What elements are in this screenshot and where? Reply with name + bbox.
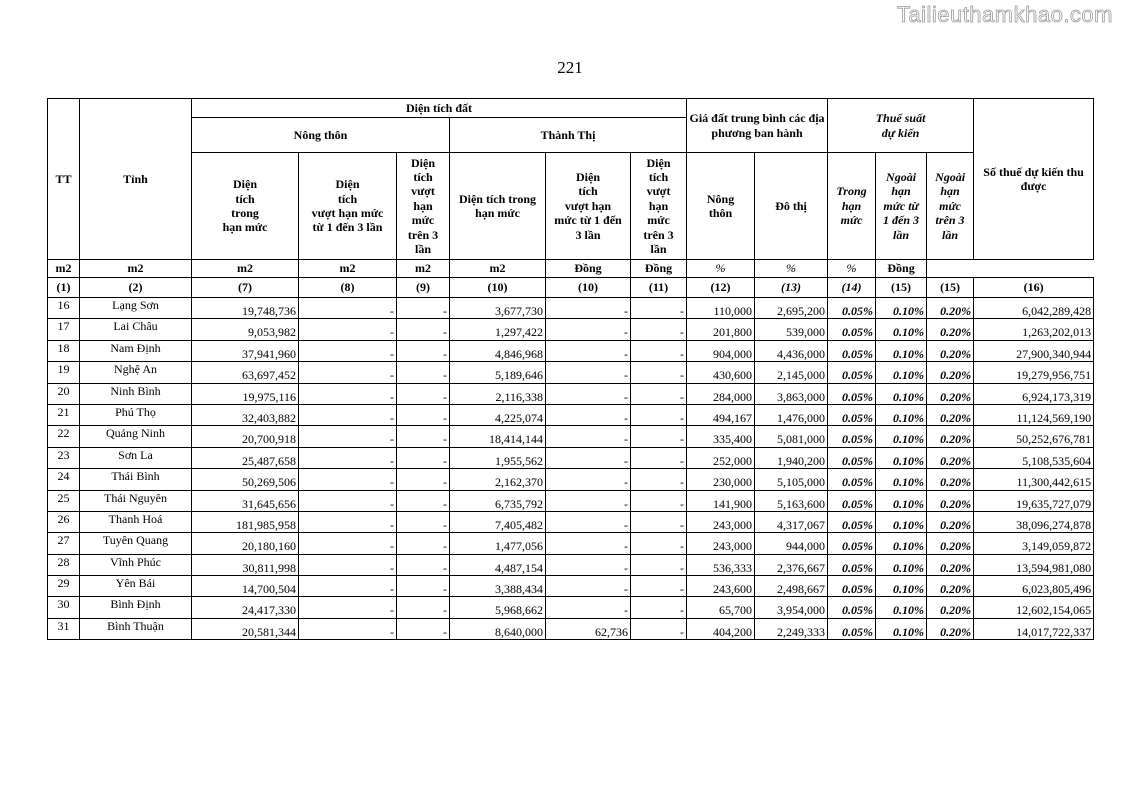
expected-tax-cell: 38,096,274,878 (974, 511, 1094, 532)
price-rural-cell: 536,333 (687, 554, 755, 575)
urban-over-1-3-cell: - (546, 362, 631, 383)
urban-within-limit-cell: 1,955,562 (450, 447, 546, 468)
expected-tax-cell: 6,042,289,428 (974, 298, 1094, 319)
table-row (48, 469, 1094, 490)
rural-over-3-cell: - (397, 533, 450, 554)
rural-within-limit-cell: 20,700,918 (192, 426, 299, 447)
price-urban-cell: 5,163,600 (755, 490, 828, 511)
price-rural-cell: 141,900 (687, 490, 755, 511)
expected-tax-cell: 6,924,173,319 (974, 383, 1094, 404)
header-price-urban: Đô thị (755, 153, 828, 260)
rate-within-cell: 0.05% (828, 576, 876, 597)
urban-over-3-cell: - (631, 447, 687, 468)
price-rural-cell: 335,400 (687, 426, 755, 447)
price-urban-cell: 3,863,000 (755, 383, 828, 404)
urban-within-limit-cell: 7,405,482 (450, 511, 546, 532)
price-rural-cell: 243,000 (687, 533, 755, 554)
header-rate-over-3: Ngoài hạn mức trên 3 lần (927, 153, 974, 260)
col-number: (1) (48, 278, 80, 298)
rural-over-1-3-cell: - (299, 340, 397, 361)
rate-within-cell: 0.05% (828, 618, 876, 639)
col-number: (8) (299, 278, 397, 298)
expected-tax-cell: 6,023,805,496 (974, 576, 1094, 597)
row-tt-cell: 30 (48, 597, 80, 618)
row-tt-cell: 31 (48, 618, 80, 639)
urban-over-1-3-cell: - (546, 469, 631, 490)
rate-over-3-cell: 0.20% (927, 426, 974, 447)
urban-over-3-cell: - (631, 340, 687, 361)
table-row (48, 597, 1094, 618)
rural-over-1-3-cell: - (299, 447, 397, 468)
row-tt-cell: 21 (48, 404, 80, 425)
urban-over-1-3-cell: - (546, 554, 631, 575)
rate-over-3-cell: 0.20% (927, 490, 974, 511)
units-row (48, 260, 1094, 278)
unit-cell: % (828, 260, 876, 278)
column-number-row (48, 278, 1094, 298)
table-row (48, 383, 1094, 404)
urban-within-limit-cell: 4,487,154 (450, 554, 546, 575)
rural-over-3-cell: - (397, 298, 450, 319)
rural-within-limit-cell: 37,941,960 (192, 340, 299, 361)
rural-over-1-3-cell: - (299, 383, 397, 404)
rural-within-limit-cell: 14,700,504 (192, 576, 299, 597)
price-rural-cell: 284,000 (687, 383, 755, 404)
table-body (48, 298, 1094, 640)
price-urban-cell: 2,249,333 (755, 618, 828, 639)
rate-within-cell: 0.05% (828, 319, 876, 340)
rate-1-3-cell: 0.10% (876, 340, 927, 361)
rural-within-limit-cell: 32,403,882 (192, 404, 299, 425)
row-tt-cell: 18 (48, 340, 80, 361)
expected-tax-cell: 1,263,202,013 (974, 319, 1094, 340)
rate-1-3-cell: 0.10% (876, 490, 927, 511)
row-province-cell: Vĩnh Phúc (80, 554, 192, 575)
price-urban-cell: 539,000 (755, 319, 828, 340)
header-province: Tỉnh (80, 99, 192, 260)
rate-within-cell: 0.05% (828, 597, 876, 618)
table-row (48, 618, 1094, 639)
urban-within-limit-cell: 3,388,434 (450, 576, 546, 597)
row-tt-cell: 24 (48, 469, 80, 490)
row-province-cell: Ninh Bình (80, 383, 192, 404)
table-row (48, 362, 1094, 383)
rate-1-3-cell: 0.10% (876, 404, 927, 425)
rate-within-cell: 0.05% (828, 404, 876, 425)
row-province-cell: Lai Châu (80, 319, 192, 340)
rate-over-3-cell: 0.20% (927, 469, 974, 490)
row-province-cell: Tuyên Quang (80, 533, 192, 554)
urban-within-limit-cell: 6,735,792 (450, 490, 546, 511)
rate-over-3-cell: 0.20% (927, 383, 974, 404)
rate-1-3-cell: 0.10% (876, 319, 927, 340)
expected-tax-cell: 5,108,535,604 (974, 447, 1094, 468)
urban-within-limit-cell: 1,297,422 (450, 319, 546, 340)
header-tt: TT (48, 99, 80, 260)
col-number: (7) (192, 278, 299, 298)
price-urban-cell: 5,105,000 (755, 469, 828, 490)
watermark-text: Tailieuthamkhao.com (896, 2, 1113, 27)
expected-tax-cell: 27,900,340,944 (974, 340, 1094, 361)
expected-tax-cell: 14,017,722,337 (974, 618, 1094, 639)
rate-within-cell: 0.05% (828, 447, 876, 468)
price-rural-cell: 252,000 (687, 447, 755, 468)
urban-within-limit-cell: 8,640,000 (450, 618, 546, 639)
header-price-rural: Nông thôn (687, 153, 755, 260)
urban-over-1-3-cell: - (546, 533, 631, 554)
price-rural-cell: 430,600 (687, 362, 755, 383)
rate-within-cell: 0.05% (828, 554, 876, 575)
col-number: (15) (927, 278, 974, 298)
table-row (48, 319, 1094, 340)
rate-1-3-cell: 0.10% (876, 511, 927, 532)
table-row (48, 511, 1094, 532)
unit-cell: % (755, 260, 828, 278)
urban-over-1-3-cell: - (546, 340, 631, 361)
urban-within-limit-cell: 2,162,370 (450, 469, 546, 490)
price-rural-cell: 65,700 (687, 597, 755, 618)
expected-tax-cell: 11,300,442,615 (974, 469, 1094, 490)
rate-over-3-cell: 0.20% (927, 511, 974, 532)
urban-within-limit-cell: 18,414,144 (450, 426, 546, 447)
header-rural: Nông thôn (192, 118, 450, 153)
rate-1-3-cell: 0.10% (876, 554, 927, 575)
col-number: (9) (397, 278, 450, 298)
header-rural-over-3: Diện tích vượt hạn mức trên 3 lần (397, 153, 450, 260)
rate-within-cell: 0.05% (828, 362, 876, 383)
row-province-cell: Thanh Hoá (80, 511, 192, 532)
header-urban-over-1-3: Diện tích vượt hạn mức từ 1 đến 3 lần (546, 153, 631, 260)
price-urban-cell: 2,376,667 (755, 554, 828, 575)
table-row (48, 533, 1094, 554)
row-province-cell: Quảng Ninh (80, 426, 192, 447)
rural-within-limit-cell: 24,417,330 (192, 597, 299, 618)
rate-over-3-cell: 0.20% (927, 576, 974, 597)
urban-over-1-3-cell: - (546, 383, 631, 404)
rural-over-1-3-cell: - (299, 298, 397, 319)
urban-over-1-3-cell: - (546, 404, 631, 425)
header-urban-over-3: Diện tích vượt hạn mức trên 3 lần (631, 153, 687, 260)
col-number: (16) (974, 278, 1094, 298)
unit-cell: m2 (48, 260, 80, 278)
table-row (48, 576, 1094, 597)
urban-over-1-3-cell: - (546, 298, 631, 319)
rural-over-3-cell: - (397, 447, 450, 468)
rural-over-1-3-cell: - (299, 426, 397, 447)
rural-over-3-cell: - (397, 340, 450, 361)
urban-over-3-cell: - (631, 298, 687, 319)
col-number: (12) (687, 278, 755, 298)
rural-within-limit-cell: 25,487,658 (192, 447, 299, 468)
rate-over-3-cell: 0.20% (927, 447, 974, 468)
urban-within-limit-cell: 4,225,074 (450, 404, 546, 425)
rate-within-cell: 0.05% (828, 298, 876, 319)
price-rural-cell: 494,167 (687, 404, 755, 425)
urban-over-1-3-cell: - (546, 576, 631, 597)
unit-cell: m2 (80, 260, 192, 278)
rural-over-3-cell: - (397, 576, 450, 597)
rate-over-3-cell: 0.20% (927, 554, 974, 575)
rate-within-cell: 0.05% (828, 511, 876, 532)
price-urban-cell: 5,081,000 (755, 426, 828, 447)
expected-tax-cell: 12,602,154,065 (974, 597, 1094, 618)
rate-within-cell: 0.05% (828, 426, 876, 447)
page-number: 221 (557, 58, 583, 77)
price-rural-cell: 904,000 (687, 340, 755, 361)
urban-within-limit-cell: 1,477,056 (450, 533, 546, 554)
rural-over-3-cell: - (397, 511, 450, 532)
price-rural-cell: 243,600 (687, 576, 755, 597)
header-tax-rate: Thuế suất dự kiến (828, 99, 974, 153)
table-row (48, 298, 1094, 319)
col-number: (11) (631, 278, 687, 298)
rural-within-limit-cell: 20,581,344 (192, 618, 299, 639)
expected-tax-cell: 3,149,059,872 (974, 533, 1094, 554)
rural-over-3-cell: - (397, 554, 450, 575)
table-row (48, 447, 1094, 468)
urban-over-3-cell: - (631, 469, 687, 490)
urban-over-3-cell: - (631, 511, 687, 532)
urban-over-3-cell: - (631, 404, 687, 425)
unit-cell: Đồng (546, 260, 631, 278)
urban-over-1-3-cell: 62,736 (546, 618, 631, 639)
urban-within-limit-cell: 5,968,662 (450, 597, 546, 618)
header-rural-within-limit: Diện tích trong hạn mức (192, 153, 299, 260)
urban-within-limit-cell: 2,116,338 (450, 383, 546, 404)
rural-over-1-3-cell: - (299, 576, 397, 597)
urban-over-3-cell: - (631, 426, 687, 447)
header-rural-over-1-3: Diện tích vượt hạn mức từ 1 đến 3 lần (299, 153, 397, 260)
rate-within-cell: 0.05% (828, 490, 876, 511)
row-tt-cell: 29 (48, 576, 80, 597)
rate-1-3-cell: 0.10% (876, 362, 927, 383)
row-tt-cell: 25 (48, 490, 80, 511)
rural-over-1-3-cell: - (299, 533, 397, 554)
urban-over-3-cell: - (631, 383, 687, 404)
rural-over-1-3-cell: - (299, 319, 397, 340)
price-urban-cell: 2,498,667 (755, 576, 828, 597)
rural-over-3-cell: - (397, 319, 450, 340)
row-province-cell: Lạng Sơn (80, 298, 192, 319)
header-expected-tax: Số thuế dự kiến thu được (974, 99, 1094, 260)
row-tt-cell: 22 (48, 426, 80, 447)
row-province-cell: Bình Thuận (80, 618, 192, 639)
col-number: (13) (755, 278, 828, 298)
header-urban: Thành Thị (450, 118, 687, 153)
rate-1-3-cell: 0.10% (876, 533, 927, 554)
urban-within-limit-cell: 5,189,646 (450, 362, 546, 383)
price-urban-cell: 4,436,000 (755, 340, 828, 361)
header-rate-1-3: Ngoài hạn mức từ 1 đến 3 lần (876, 153, 927, 260)
urban-over-3-cell: - (631, 618, 687, 639)
expected-tax-cell: 50,252,676,781 (974, 426, 1094, 447)
rate-within-cell: 0.05% (828, 469, 876, 490)
table-header (48, 99, 1094, 298)
col-number: (10) (450, 278, 546, 298)
rural-within-limit-cell: 181,985,958 (192, 511, 299, 532)
rate-1-3-cell: 0.10% (876, 426, 927, 447)
rural-within-limit-cell: 63,697,452 (192, 362, 299, 383)
price-rural-cell: 110,000 (687, 298, 755, 319)
rate-over-3-cell: 0.20% (927, 597, 974, 618)
rate-within-cell: 0.05% (828, 533, 876, 554)
row-province-cell: Sơn La (80, 447, 192, 468)
rate-over-3-cell: 0.20% (927, 319, 974, 340)
rate-1-3-cell: 0.10% (876, 597, 927, 618)
table-row (48, 554, 1094, 575)
urban-over-1-3-cell: - (546, 426, 631, 447)
rural-within-limit-cell: 50,269,506 (192, 469, 299, 490)
unit-cell: Đồng (876, 260, 927, 278)
row-province-cell: Yên Bái (80, 576, 192, 597)
rural-within-limit-cell: 30,811,998 (192, 554, 299, 575)
header-rate-within: Trong hạn mức (828, 153, 876, 260)
urban-within-limit-cell: 4,846,968 (450, 340, 546, 361)
header-land-area: Diện tích đất (192, 99, 687, 118)
rural-within-limit-cell: 19,975,116 (192, 383, 299, 404)
urban-over-3-cell: - (631, 576, 687, 597)
expected-tax-cell: 19,279,956,751 (974, 362, 1094, 383)
rural-over-1-3-cell: - (299, 554, 397, 575)
rural-over-3-cell: - (397, 597, 450, 618)
price-rural-cell: 230,000 (687, 469, 755, 490)
rate-1-3-cell: 0.10% (876, 618, 927, 639)
urban-over-3-cell: - (631, 319, 687, 340)
price-urban-cell: 2,695,200 (755, 298, 828, 319)
row-province-cell: Nam Định (80, 340, 192, 361)
rural-over-1-3-cell: - (299, 618, 397, 639)
row-tt-cell: 26 (48, 511, 80, 532)
urban-over-1-3-cell: - (546, 490, 631, 511)
land-tax-table (47, 98, 1094, 640)
rural-over-3-cell: - (397, 426, 450, 447)
table-row (48, 404, 1094, 425)
urban-within-limit-cell: 3,677,730 (450, 298, 546, 319)
header-urban-within-limit: Diện tích trong hạn mức (450, 153, 546, 260)
rate-over-3-cell: 0.20% (927, 404, 974, 425)
urban-over-3-cell: - (631, 533, 687, 554)
row-province-cell: Thái Bình (80, 469, 192, 490)
unit-cell: m2 (450, 260, 546, 278)
urban-over-1-3-cell: - (546, 447, 631, 468)
price-urban-cell: 3,954,000 (755, 597, 828, 618)
price-urban-cell: 4,317,067 (755, 511, 828, 532)
table-row (48, 426, 1094, 447)
rural-within-limit-cell: 31,645,656 (192, 490, 299, 511)
unit-cell: m2 (299, 260, 397, 278)
rate-1-3-cell: 0.10% (876, 469, 927, 490)
row-province-cell: Phú Thọ (80, 404, 192, 425)
col-number: (2) (80, 278, 192, 298)
rural-over-3-cell: - (397, 490, 450, 511)
urban-over-3-cell: - (631, 490, 687, 511)
expected-tax-cell: 19,635,727,079 (974, 490, 1094, 511)
rural-over-1-3-cell: - (299, 490, 397, 511)
table-row (48, 490, 1094, 511)
rural-within-limit-cell: 20,180,160 (192, 533, 299, 554)
rate-over-3-cell: 0.20% (927, 340, 974, 361)
rural-over-3-cell: - (397, 404, 450, 425)
rate-1-3-cell: 0.10% (876, 576, 927, 597)
rural-over-3-cell: - (397, 618, 450, 639)
urban-over-1-3-cell: - (546, 597, 631, 618)
rate-over-3-cell: 0.20% (927, 298, 974, 319)
rural-over-3-cell: - (397, 469, 450, 490)
rural-over-1-3-cell: - (299, 597, 397, 618)
rate-within-cell: 0.05% (828, 383, 876, 404)
rate-1-3-cell: 0.10% (876, 447, 927, 468)
price-rural-cell: 404,200 (687, 618, 755, 639)
rural-over-1-3-cell: - (299, 511, 397, 532)
row-province-cell: Thái Nguyên (80, 490, 192, 511)
col-number: (10) (546, 278, 631, 298)
urban-over-3-cell: - (631, 597, 687, 618)
header-avg-price: Giá đất trung bình các địa phương ban hành (687, 99, 828, 153)
unit-cell: % (687, 260, 755, 278)
rural-within-limit-cell: 19,748,736 (192, 298, 299, 319)
price-urban-cell: 944,000 (755, 533, 828, 554)
price-urban-cell: 1,476,000 (755, 404, 828, 425)
price-urban-cell: 1,940,200 (755, 447, 828, 468)
row-tt-cell: 20 (48, 383, 80, 404)
urban-over-1-3-cell: - (546, 319, 631, 340)
row-province-cell: Bình Định (80, 597, 192, 618)
rate-over-3-cell: 0.20% (927, 533, 974, 554)
rate-1-3-cell: 0.10% (876, 383, 927, 404)
rate-within-cell: 0.05% (828, 340, 876, 361)
unit-cell: m2 (192, 260, 299, 278)
price-urban-cell: 2,145,000 (755, 362, 828, 383)
col-number: (15) (876, 278, 927, 298)
row-tt-cell: 27 (48, 533, 80, 554)
rural-over-1-3-cell: - (299, 469, 397, 490)
expected-tax-cell: 13,594,981,080 (974, 554, 1094, 575)
row-tt-cell: 23 (48, 447, 80, 468)
price-rural-cell: 243,000 (687, 511, 755, 532)
price-rural-cell: 201,800 (687, 319, 755, 340)
row-tt-cell: 17 (48, 319, 80, 340)
rural-within-limit-cell: 9,053,982 (192, 319, 299, 340)
urban-over-3-cell: - (631, 362, 687, 383)
urban-over-1-3-cell: - (546, 511, 631, 532)
expected-tax-cell: 11,124,569,190 (974, 404, 1094, 425)
rate-over-3-cell: 0.20% (927, 362, 974, 383)
table-row (48, 340, 1094, 361)
rural-over-1-3-cell: - (299, 362, 397, 383)
row-province-cell: Nghệ An (80, 362, 192, 383)
unit-cell: m2 (397, 260, 450, 278)
rural-over-3-cell: - (397, 362, 450, 383)
row-tt-cell: 16 (48, 298, 80, 319)
urban-over-3-cell: - (631, 554, 687, 575)
row-tt-cell: 28 (48, 554, 80, 575)
rate-1-3-cell: 0.10% (876, 298, 927, 319)
row-tt-cell: 19 (48, 362, 80, 383)
rate-over-3-cell: 0.20% (927, 618, 974, 639)
col-number: (14) (828, 278, 876, 298)
unit-cell: Đồng (631, 260, 687, 278)
rural-over-3-cell: - (397, 383, 450, 404)
rural-over-1-3-cell: - (299, 404, 397, 425)
